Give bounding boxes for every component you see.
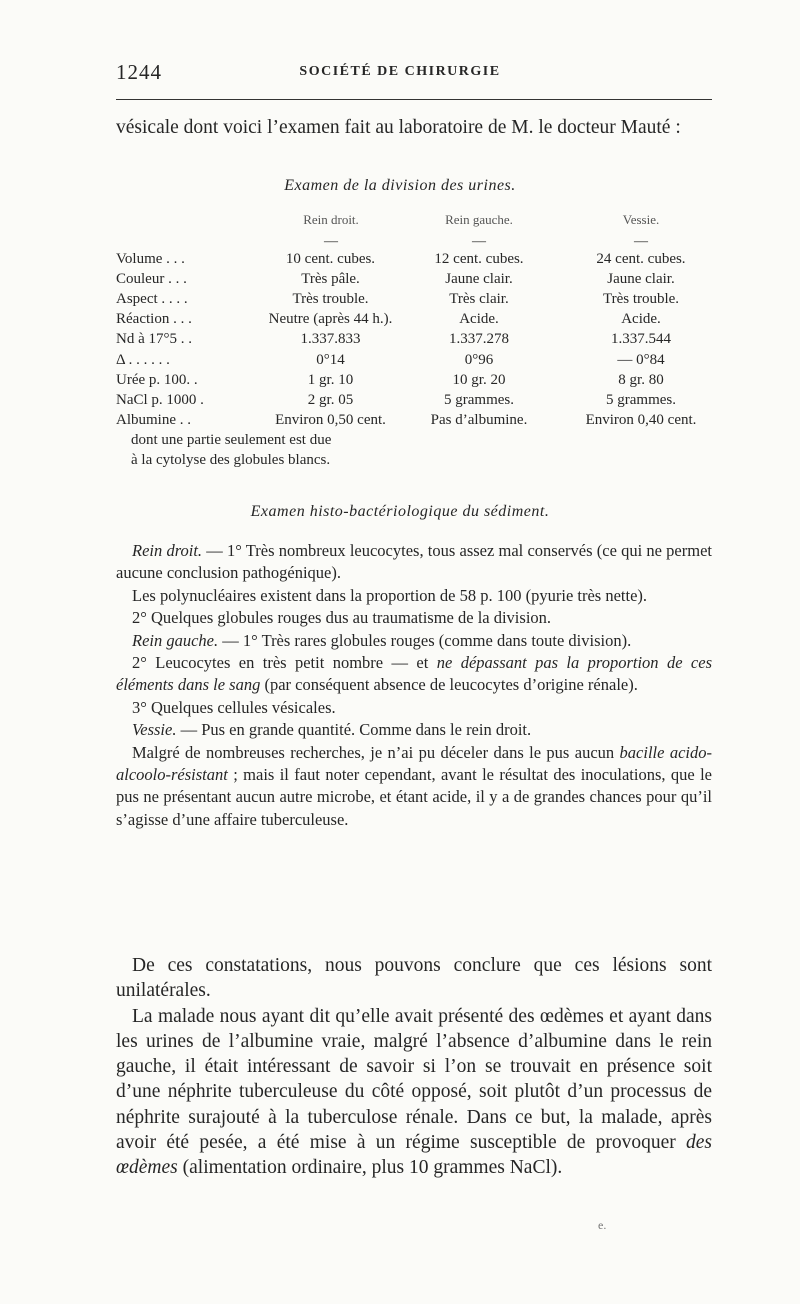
paragraph-text: (par conséquent absence de leucocytes d’origine rénale). [260, 675, 638, 695]
exam-caption: Examen de la division des urines. [284, 177, 516, 194]
cell-rein-gauche: Jaune clair. [445, 271, 513, 287]
cell-rein-gauche: 1.337.278 [449, 331, 509, 347]
cell-rein-gauche: Pas d’albumine. [430, 412, 528, 428]
cell-rein-gauche: 10 gr. 20 [452, 372, 506, 388]
cell-vessie: 1.337.544 [611, 331, 671, 347]
column-dash: — [324, 234, 338, 249]
cell-rein-droit: 1.337.833 [300, 331, 361, 347]
paragraph-text: (alimentation ordinaire, plus 10 grammes NaCl). [177, 1157, 563, 1179]
cell-vessie: Environ 0,40 cent. [585, 412, 697, 428]
cell-vessie: 5 grammes. [606, 392, 676, 408]
row-label: Albumine . . [116, 412, 191, 428]
cell-vessie: Jaune clair. [607, 271, 675, 287]
sediment-section [116, 540, 712, 831]
paragraph: 2° Quelques globules rouges dus au traumatisme de la division. [132, 608, 552, 628]
footer-mark: e. [598, 1218, 607, 1232]
column-dash: — [634, 234, 648, 249]
row-label: Réaction . . . [116, 311, 192, 327]
column-header-rein-gauche: Rein gauche. [445, 212, 513, 227]
cell-vessie: Très trouble. [602, 291, 680, 307]
emphasis-text: ne dépassant pas la proportion de ces éléments dans le sang [116, 653, 712, 695]
histo-caption: Examen histo-bactériologique du sédiment. [250, 503, 550, 520]
conclusion-section [116, 953, 712, 1181]
vessie-label: Vessie. [132, 720, 177, 740]
paragraph-text: — Pus en grande quantité. Comme dans le rein droit. [176, 720, 532, 740]
row-label: Δ . . . . . . [116, 352, 170, 368]
row-label: Volume . . . [116, 251, 185, 267]
cell-rein-gauche: Acide. [459, 311, 499, 327]
cell-rein-droit: Très trouble. [292, 291, 369, 307]
cell-rein-droit: 2 gr. 05 [307, 392, 354, 408]
cell-vessie: Acide. [621, 311, 661, 327]
column-header-rein-droit: Rein droit. [303, 212, 359, 227]
intro-paragraph: vésicale dont voici l’examen fait au laboratoire de M. le docteur Mauté : [116, 117, 681, 138]
running-title: SOCIÉTÉ DE CHIRURGIE [299, 64, 501, 79]
paragraph-text: 2° Leucocytes en très petit nombre — et [132, 653, 437, 673]
rein-droit-label: Rein droit. [132, 541, 203, 560]
cell-rein-gauche: Très clair. [449, 291, 509, 307]
cell-rein-gauche: 5 grammes. [444, 392, 514, 408]
cell-rein-droit: 1 gr. 10 [307, 372, 354, 388]
cell-rein-gauche: 0°96 [464, 352, 494, 368]
cell-vessie: 24 cent. cubes. [596, 251, 686, 267]
cell-vessie: 8 gr. 80 [618, 372, 664, 388]
paragraph-text: ; mais il faut noter cependant, avant le résultat des inoculations, que le pus ne présentant aucun autre microbe, et étant acide, il y a de grandes chances pour qu’il s’agisse d’une affaire tuberculeuse. [116, 765, 712, 829]
header-rule [116, 99, 712, 100]
paragraph: Les polynucléaires existent dans la proportion de 58 p. 100 (pyurie très nette). [132, 585, 648, 605]
paragraph [116, 540, 712, 585]
cell-rein-droit: 0°14 [316, 352, 345, 368]
emphasis-text: des œdèmes [116, 1132, 712, 1179]
row-label: Nd à 17°5 . . [116, 331, 192, 347]
paragraph [116, 652, 712, 697]
row-label: Couleur . . . [116, 271, 187, 287]
rein-gauche-label: Rein gauche. [132, 630, 219, 650]
paragraph [116, 630, 712, 652]
page-number: 1244 [116, 60, 162, 84]
row-label: NaCl p. 1000 . [116, 392, 204, 408]
row-label: Aspect . . . . [116, 291, 188, 307]
paragraph-text: Malgré de nombreuses recherches, je n’ai pu déceler dans le pus aucun [132, 742, 620, 762]
paragraph-text: — 1° Très rares globules rouges (comme dans toute division). [218, 630, 632, 650]
paragraph: 3° Quelques cellules vésicales. [132, 697, 336, 717]
paragraph-text: — 1° Très nombreux leucocytes, tous assez mal conservés (ce qui ne permet aucune conclusion pathogénique). [116, 541, 712, 583]
column-header-vessie: Vessie. [622, 212, 660, 227]
row-label: Urée p. 100. . [116, 372, 198, 388]
albumine-note-line-1: dont une partie seulement est due [131, 432, 332, 448]
cell-rein-droit: Environ 0,50 cent. [275, 412, 386, 428]
emphasis-text: bacille acido-alcoolo-résistant [116, 742, 712, 785]
cell-rein-droit: 10 cent. cubes. [285, 251, 376, 267]
cell-vessie: — 0°84 [617, 352, 665, 368]
column-dash: — [472, 234, 486, 249]
paragraph [116, 719, 712, 741]
paragraph: De ces constatations, nous pouvons conclure que ces lésions sont unilatérales. [116, 955, 712, 1002]
cell-rein-gauche: 12 cent. cubes. [434, 251, 524, 267]
paragraph [116, 1004, 712, 1181]
cell-rein-droit: Neutre (après 44 h.). [268, 311, 393, 327]
paragraph [116, 742, 712, 832]
cell-rein-droit: Très pâle. [301, 271, 360, 287]
paragraph-text: La malade nous ayant dit qu’elle avait présenté des œdèmes et ayant dans les urines de l’albumine vraie, malgré l’absence d’albumine dans le rein gauche, il était intéressant de savoir si l’on se trouvait en présence soit d’une néphrite tuberculeuse du côté opposé, soit plutôt d’un processus de néphrite surajouté à la tuberculose rénale. Dans ce but, la malade, après avoir été pesée, a été mise à un régime susceptible de provoquer [116, 1005, 712, 1154]
albumine-note-line-2: à la cytolyse des globules blancs. [131, 452, 331, 468]
